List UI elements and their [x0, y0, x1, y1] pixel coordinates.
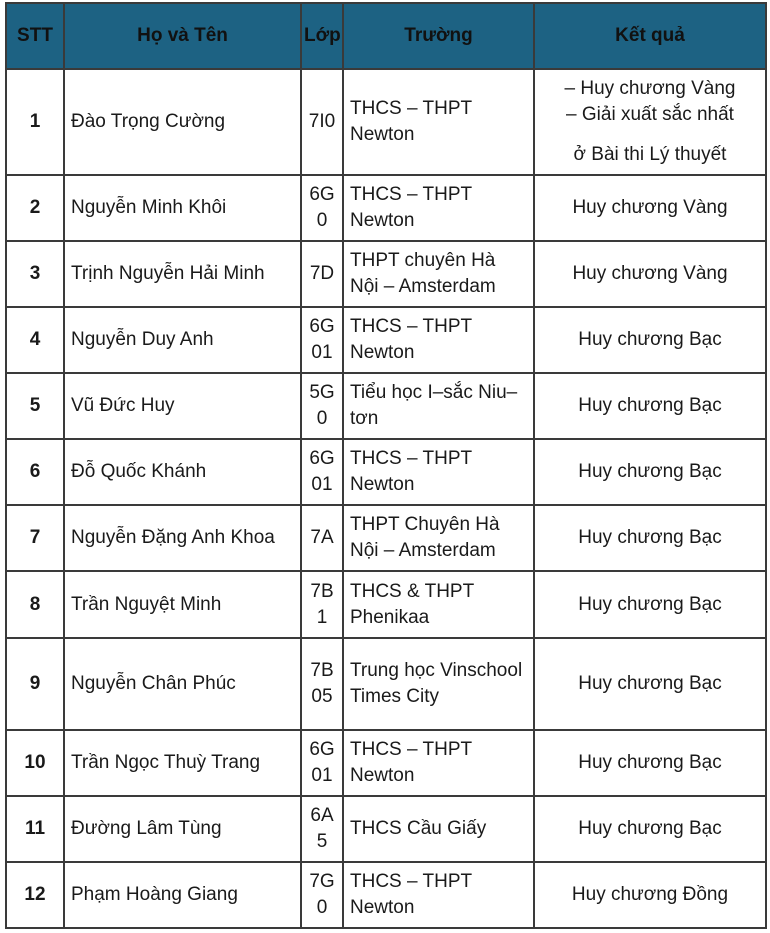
cell-school: THCS – THPT Newton	[343, 69, 534, 175]
header-school: Trường	[343, 3, 534, 69]
cell-name: Vũ Đức Huy	[64, 373, 301, 439]
cell-class: 7A	[301, 505, 343, 571]
cell-school: THCS – THPT Newton	[343, 175, 534, 241]
table-row	[6, 439, 766, 505]
cell-school: THCS – THPT Newton	[343, 307, 534, 373]
cell-name: Nguyễn Đặng Anh Khoa	[64, 505, 301, 571]
cell-stt: 12	[6, 862, 64, 928]
cell-result: Huy chương Bạc	[534, 571, 766, 638]
cell-result: Huy chương Bạc	[534, 373, 766, 439]
results-table	[5, 2, 767, 929]
cell-result: Huy chương Đồng	[534, 862, 766, 928]
cell-result: Huy chương Bạc	[534, 638, 766, 730]
cell-school: Tiểu học I–sắc Niu–tơn	[343, 373, 534, 439]
cell-class: 6G01	[301, 730, 343, 796]
table-row	[6, 307, 766, 373]
header-name: Họ và Tên	[64, 3, 301, 69]
cell-school: THCS Cầu Giấy	[343, 796, 534, 862]
table-row	[6, 730, 766, 796]
cell-school: THPT chuyên Hà Nội – Amsterdam	[343, 241, 534, 307]
cell-stt: 8	[6, 571, 64, 638]
result-line: – Giải xuất sắc nhất	[566, 104, 734, 125]
cell-school: THCS – THPT Newton	[343, 439, 534, 505]
cell-stt: 7	[6, 505, 64, 571]
cell-result: Huy chương Bạc	[534, 439, 766, 505]
cell-stt: 2	[6, 175, 64, 241]
cell-result: Huy chương Vàng	[534, 241, 766, 307]
table-row	[6, 796, 766, 862]
cell-class: 6G0	[301, 175, 343, 241]
cell-name: Nguyễn Duy Anh	[64, 307, 301, 373]
cell-stt: 3	[6, 241, 64, 307]
header-class: Lớp	[301, 3, 343, 69]
cell-stt: 5	[6, 373, 64, 439]
cell-school: Trung học Vinschool Times City	[343, 638, 534, 730]
cell-class: 6G01	[301, 439, 343, 505]
cell-name: Phạm Hoàng Giang	[64, 862, 301, 928]
cell-stt: 9	[6, 638, 64, 730]
cell-stt: 4	[6, 307, 64, 373]
cell-name: Trần Nguyệt Minh	[64, 571, 301, 638]
cell-class: 7B1	[301, 571, 343, 638]
cell-class: 7G0	[301, 862, 343, 928]
cell-class: 7I0	[301, 69, 343, 175]
table-row	[6, 373, 766, 439]
cell-name: Nguyễn Chân Phúc	[64, 638, 301, 730]
cell-name: Nguyễn Minh Khôi	[64, 175, 301, 241]
cell-result	[534, 69, 766, 175]
cell-result: Huy chương Bạc	[534, 730, 766, 796]
table-row	[6, 571, 766, 638]
cell-result: Huy chương Bạc	[534, 796, 766, 862]
table-body	[6, 69, 766, 928]
cell-school: THCS – THPT Newton	[343, 862, 534, 928]
cell-class: 6A5	[301, 796, 343, 862]
table-row	[6, 69, 766, 175]
cell-stt: 10	[6, 730, 64, 796]
header-row	[6, 3, 766, 69]
result-line: – Huy chương Vàng	[564, 78, 736, 99]
cell-name: Đỗ Quốc Khánh	[64, 439, 301, 505]
cell-stt: 1	[6, 69, 64, 175]
table-row	[6, 241, 766, 307]
table-row	[6, 638, 766, 730]
cell-name: Trần Ngọc Thuỳ Trang	[64, 730, 301, 796]
cell-class: 7B05	[301, 638, 343, 730]
cell-result: Huy chương Vàng	[534, 175, 766, 241]
cell-stt: 6	[6, 439, 64, 505]
table-row	[6, 862, 766, 928]
cell-result: Huy chương Bạc	[534, 307, 766, 373]
cell-school: THPT Chuyên Hà Nội – Amsterdam	[343, 505, 534, 571]
cell-stt: 11	[6, 796, 64, 862]
cell-name: Đường Lâm Tùng	[64, 796, 301, 862]
header-stt: STT	[6, 3, 64, 69]
cell-school: THCS & THPT Phenikaa	[343, 571, 534, 638]
cell-name: Đào Trọng Cường	[64, 69, 301, 175]
cell-class: 6G01	[301, 307, 343, 373]
cell-name: Trịnh Nguyễn Hải Minh	[64, 241, 301, 307]
cell-result: Huy chương Bạc	[534, 505, 766, 571]
header-result: Kết quả	[534, 3, 766, 69]
table-row	[6, 175, 766, 241]
table-row	[6, 505, 766, 571]
cell-class: 7D	[301, 241, 343, 307]
cell-class: 5G0	[301, 373, 343, 439]
result-line: ở Bài thi Lý thuyết	[573, 144, 727, 165]
cell-school: THCS – THPT Newton	[343, 730, 534, 796]
